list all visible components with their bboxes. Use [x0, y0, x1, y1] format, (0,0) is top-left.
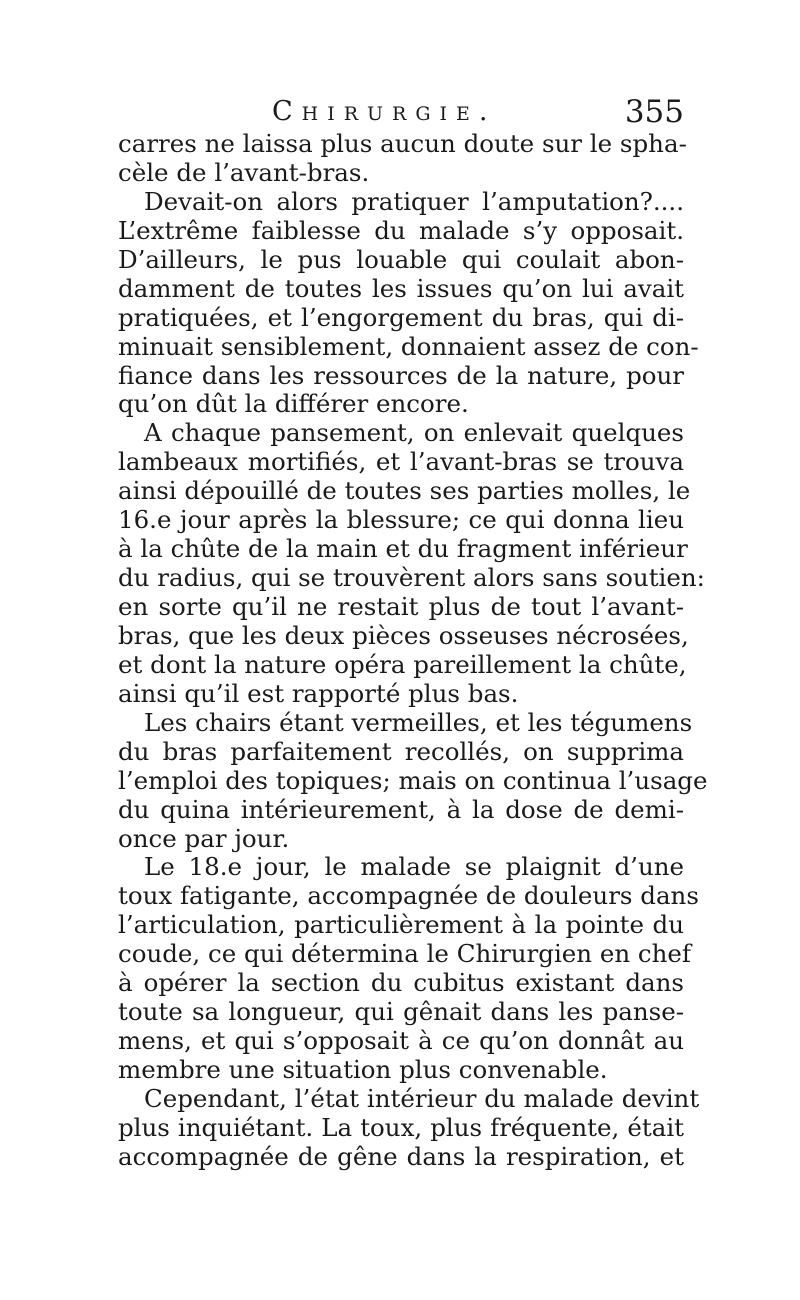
text-line: et dont la nature opéra pareillement la chûte,	[118, 649, 687, 679]
text-line: D’ailleurs, le pus louable qui coulait abon-	[118, 244, 684, 274]
text-line: damment de toutes les issues qu’on lui avait	[118, 273, 684, 303]
text-line: coude, ce qui détermina le Chirurgien en chef	[118, 939, 691, 969]
text-line: accompagnée de gêne dans la respiration, et	[118, 1141, 684, 1171]
body-text	[118, 129, 708, 1172]
text-line: A chaque pansement, on enlevait quelques	[144, 418, 684, 448]
text-line: à opérer la section du cubitus existant dans	[118, 968, 684, 998]
text-line: l’articulation, particulièrement à la pointe du	[118, 910, 684, 940]
text-line: fiance dans les ressources de la nature, pour	[118, 360, 684, 390]
text-line: toux fatigante, accompagnée de douleurs dans	[118, 881, 699, 911]
text-line: carres ne laissa plus aucun doute sur le spha-	[118, 129, 687, 158]
text-line: cèle de l’avant-bras.	[118, 157, 370, 187]
text-line: ainsi qu’il est rapporté plus bas.	[118, 678, 519, 708]
text-line: Le 18.e jour, le malade se plaignit d’une	[144, 852, 684, 882]
text-line: Devait-on alors pratiquer l’amputation?....	[144, 186, 684, 216]
text-line: ainsi dépouillé de toutes ses parties molles, le	[118, 476, 691, 506]
text-line: 16.e jour après la blessure; ce qui donna lieu	[118, 505, 684, 535]
text-line: toute sa longueur, qui gênait dans les panse-	[118, 997, 684, 1027]
text-line: à la chûte de la main et du fragment inférieur	[118, 534, 688, 564]
text-line: du quina intérieurement, à la dose de demi-	[118, 794, 684, 824]
text-line: mens, et qui s’opposait à ce qu’on donnât au	[118, 1026, 684, 1056]
page-number: 355	[624, 94, 684, 130]
text-line: Cependant, l’état intérieur du malade devint	[144, 1083, 700, 1113]
text-line: du radius, qui se trouvèrent alors sans soutien:	[118, 563, 705, 593]
text-line: lambeaux mortifiés, et l’avant-bras se trouva	[118, 447, 684, 477]
text-line: plus inquiétant. La toux, plus fréquente, était	[118, 1112, 684, 1142]
text-line: membre une situation plus convenable.	[118, 1055, 608, 1084]
text-line: minuait sensiblement, donnaient assez de con-	[118, 331, 699, 361]
text-line: Les chairs étant vermeilles, et les tégumens	[144, 707, 693, 737]
running-head: Chirurgie.	[272, 96, 497, 127]
text-line: en sorte qu’il ne restait plus de tout l’avant-	[118, 592, 684, 621]
text-line: pratiquées, et l’engorgement du bras, qui di-	[118, 302, 684, 332]
text-line: l’emploi des topiques; mais on continua l’usage	[118, 765, 708, 795]
text-line: bras, que les deux pièces osseuses nécrosées,	[118, 620, 689, 650]
page-header	[118, 92, 684, 132]
text-line: once par jour.	[118, 823, 290, 853]
text-line: L’extrême faiblesse du malade s’y opposait.	[118, 215, 684, 245]
text-line: du bras parfaitement recollés, on supprima	[118, 736, 684, 766]
text-line: qu’on dût la différer encore.	[118, 389, 469, 419]
